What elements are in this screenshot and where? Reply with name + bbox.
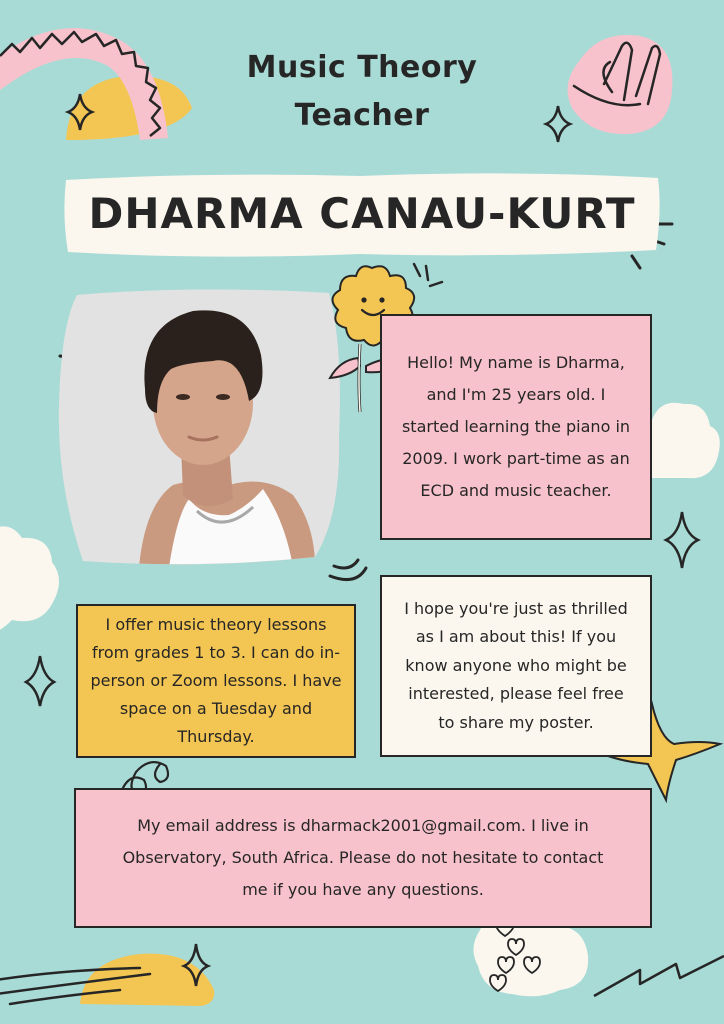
- intro-text-box: [380, 314, 652, 540]
- offer-text: I offer music theory lessons from grades 1 to 3. I can do in-person or Zoom lessons. I have space on a Tuesday and Thursday.: [90, 615, 342, 746]
- zigzag-line-icon: [594, 956, 724, 996]
- hope-text-box: [380, 575, 652, 757]
- sparkle-icon: [26, 656, 54, 706]
- contact-text: My email address is dharmack2001@gmail.com. I live in Observatory, South Africa. Please do not hesitate to contact me if you have any questions.: [122, 816, 604, 899]
- hope-text: I hope you're just as thrilled as I am about this! If you know anyone who might be interested, please feel free to share my poster.: [404, 598, 628, 732]
- offer-text-box: [76, 604, 356, 758]
- name-banner: [60, 166, 664, 260]
- contact-text-box: [74, 788, 652, 928]
- scribble-blob-icon: [568, 35, 673, 134]
- teacher-photo: [53, 285, 343, 567]
- intro-text: Hello! My name is Dharma, and I'm 25 years old. I started learning the piano in 2009. I work part-time as an ECD and music teacher.: [401, 353, 631, 500]
- cloud-icon: [0, 526, 59, 631]
- cloud-icon: [652, 403, 720, 478]
- job-title: Music Theory Teacher: [246, 50, 478, 133]
- sparkle-icon: [546, 106, 570, 142]
- sparkle-icon: [666, 512, 698, 568]
- teacher-name: DHARMA CANAU-KURT: [88, 188, 636, 238]
